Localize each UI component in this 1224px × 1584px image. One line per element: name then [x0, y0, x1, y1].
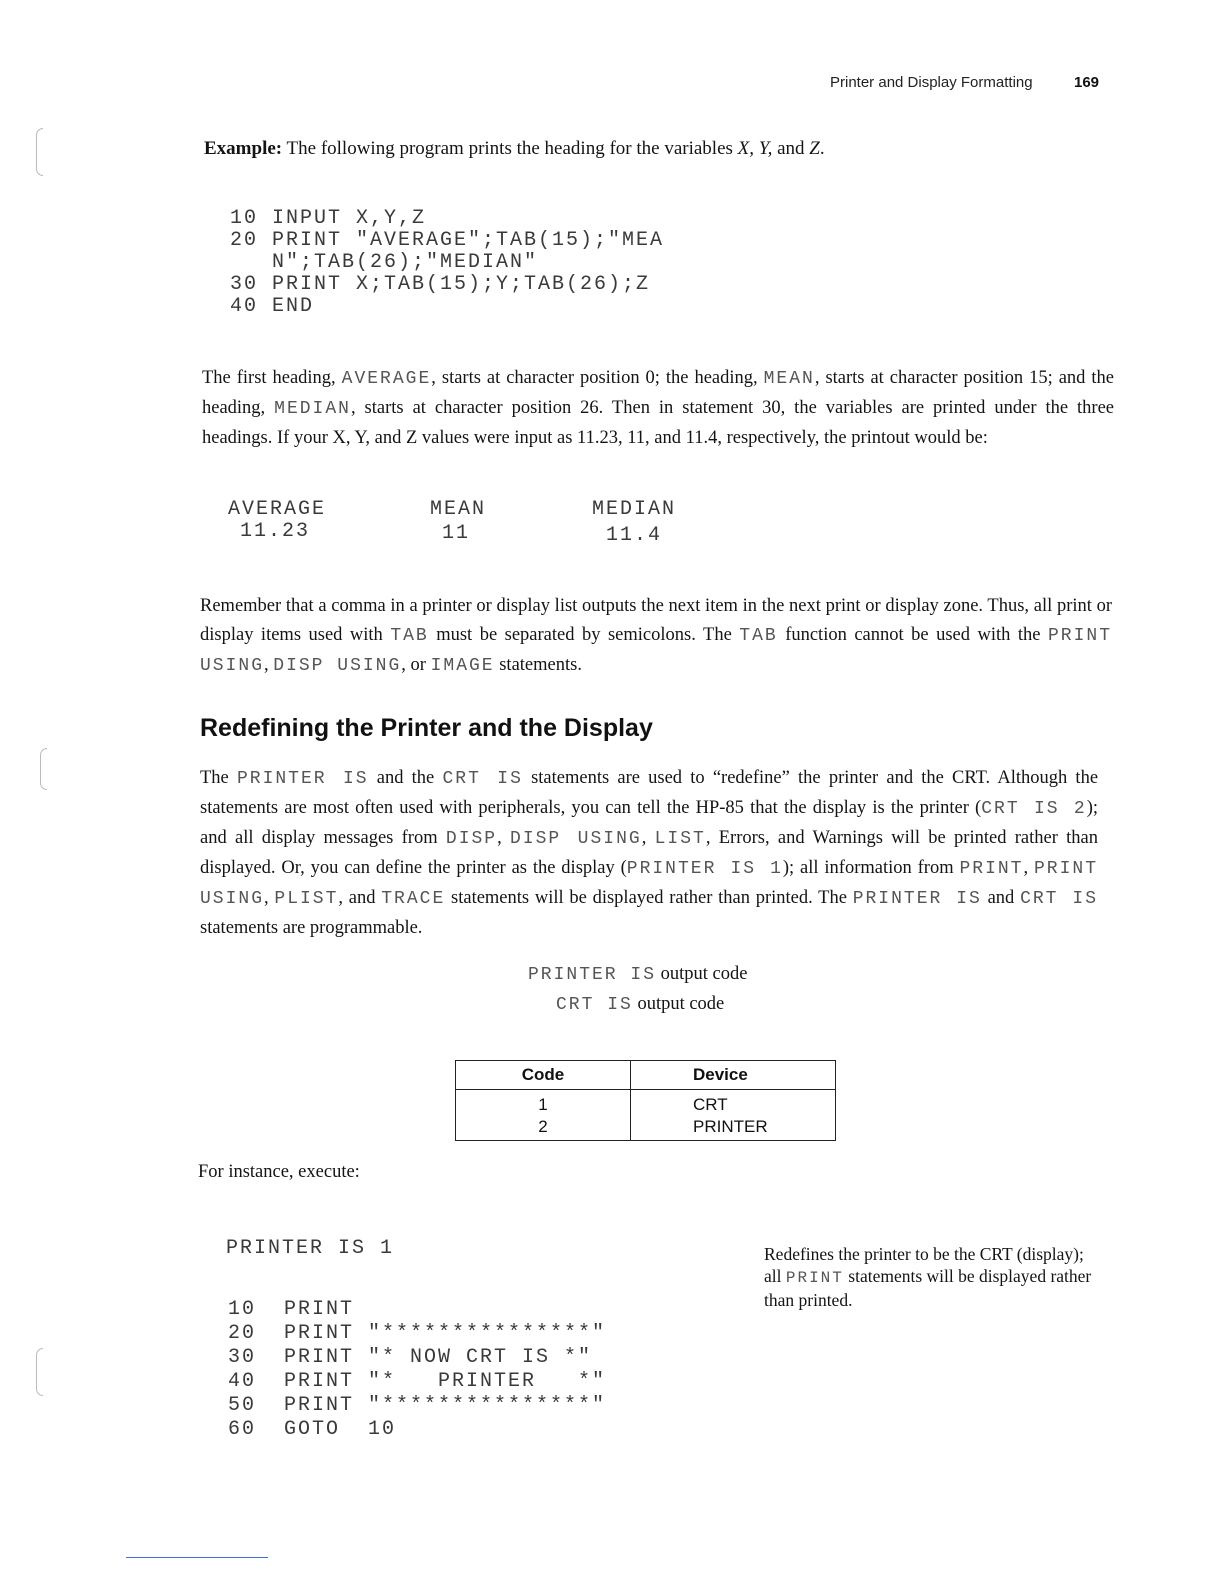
printout-value-y: 11 [442, 522, 471, 545]
scan-margin-mark [40, 748, 47, 790]
para-text: , starts at character position 15; and the heading, [202, 368, 1114, 418]
inline-code: PRINT USING [200, 859, 1098, 909]
para-text: statements are programmable. [200, 918, 423, 938]
paragraph-redefining [200, 764, 1098, 943]
command-printer-is-1: PRINTER IS 1 [226, 1237, 395, 1260]
scan-margin-mark [36, 128, 43, 176]
note-text: statements will be displayed rather than printed. [764, 1266, 1092, 1310]
inline-code: TAB [739, 626, 778, 646]
code-line: N";TAB(26);"MEDIAN" [230, 251, 539, 274]
col-header-code: Code [456, 1061, 631, 1090]
para-text: , [264, 888, 269, 908]
para-text: and [987, 888, 1015, 908]
printout-heading-mean: MEAN [430, 498, 487, 521]
code-line: 20 PRINT "***************" [228, 1322, 607, 1345]
para-text: , and [338, 888, 376, 908]
para-text: , starts at character position 26. Then in statement 30, the variables are printed under the three headings. If your X, Y, and Z values were input as 11.23, 11, and 11.4, respectively, the printout would be: [202, 398, 1114, 448]
example-period: . [819, 138, 825, 159]
para-text: , [1023, 858, 1029, 878]
inline-code: DISP USING [510, 829, 642, 849]
para-text: , [264, 655, 269, 675]
col-header-device: Device [631, 1061, 836, 1090]
inline-code: PRINTER IS [852, 889, 982, 909]
table-row [456, 1116, 836, 1141]
var-z: Z [809, 138, 820, 159]
paragraph-comma-note [200, 592, 1112, 681]
printout-heading-average: AVERAGE [228, 498, 327, 521]
inline-code: IMAGE [430, 656, 495, 676]
inline-code: TRACE [381, 889, 446, 909]
para-text: ); and all display messages from [200, 798, 1099, 848]
cell-device: PRINTER [631, 1116, 836, 1141]
paragraph-headings [202, 364, 1114, 453]
para-text: statements will be displayed rather than printed. The [451, 888, 847, 908]
para-text: , [641, 828, 647, 848]
table-header-row [456, 1061, 836, 1090]
syntax-param: output code [637, 994, 725, 1014]
var-x: X, [737, 138, 755, 159]
running-header-title: Printer and Display Formatting [830, 74, 1033, 91]
printout-value-x: 11.23 [240, 520, 311, 543]
inline-code: PRINT [959, 859, 1024, 879]
printout-heading-median: MEDIAN [592, 498, 677, 521]
syntax-code: CRT IS [556, 995, 633, 1015]
code-line: 40 END [230, 295, 315, 318]
program-listing-2 [228, 1298, 606, 1442]
side-note [764, 1243, 1094, 1311]
para-text: Remember that a comma in a printer or display list outputs the next item in the next print or display zone. Thus, all print or display items used with [200, 596, 1112, 645]
para-text: ); all information from [782, 858, 954, 878]
code-line: 40 PRINT "* PRINTER *" [228, 1370, 607, 1393]
page-number: 169 [1074, 74, 1100, 91]
para-text: , [497, 828, 502, 848]
cell-device: CRT [631, 1090, 836, 1117]
printout-value-z: 11.4 [606, 524, 663, 547]
inline-code: PRINT USING [200, 626, 1113, 676]
inline-code: AVERAGE [341, 369, 432, 389]
para-text: statements. [499, 655, 582, 675]
code-line: 10 INPUT X,Y,Z [230, 207, 427, 230]
para-text: , or [401, 655, 426, 675]
code-line: 30 PRINT "* NOW CRT IS *" [228, 1346, 593, 1369]
example-text: The following program prints the heading for the variables [286, 138, 733, 159]
inline-code: MEDIAN [274, 399, 351, 419]
inline-code: DISP [445, 829, 498, 849]
program-listing-1 [230, 208, 664, 318]
table-row [456, 1090, 836, 1117]
para-text: , starts at character position 0; the heading, [431, 368, 758, 388]
code-line: 30 PRINT X;TAB(15);Y;TAB(26);Z [230, 273, 651, 296]
code-line: 10 PRINT [228, 1298, 355, 1321]
para-text: function cannot be used with the [785, 625, 1041, 645]
syntax-printer-is [528, 964, 747, 985]
inline-code: PLIST [274, 889, 339, 909]
inline-code: TAB [390, 626, 429, 646]
code-line: 50 PRINT "***************" [228, 1394, 607, 1417]
para-text: The [200, 768, 229, 788]
instance-text: For instance, execute: [198, 1162, 360, 1182]
code-line: 20 PRINT "AVERAGE";TAB(15);"MEA [230, 229, 665, 252]
device-code-table [455, 1060, 836, 1141]
example-label: Example: [204, 138, 283, 159]
inline-code: CRT IS [1020, 889, 1098, 909]
section-heading: Redefining the Printer and the Display [200, 714, 653, 742]
syntax-code: PRINTER IS [528, 965, 657, 985]
cell-code: 2 [456, 1116, 631, 1141]
scan-margin-mark [36, 1348, 43, 1396]
footer-rule [126, 1557, 268, 1558]
inline-code: PRINT [785, 1269, 844, 1287]
para-text: statements are used to “redefine” the printer and the CRT. Although the statements are most often used with peripherals, you can tell the HP-85 that the display is the printer ( [200, 768, 1099, 818]
syntax-crt-is [556, 994, 724, 1015]
inline-code: LIST [654, 829, 706, 849]
var-y: Y, [758, 138, 773, 159]
inline-code: PRINTER IS [236, 769, 369, 789]
syntax-param: output code [660, 964, 748, 984]
inline-code: PRINTER IS 1 [626, 859, 783, 879]
code-line: 60 GOTO 10 [228, 1418, 397, 1441]
note-text: Redefines the printer to be the CRT (display); all [764, 1244, 1084, 1286]
inline-code: MEAN [763, 369, 815, 389]
and-word: and [777, 138, 805, 159]
example-line [204, 138, 825, 160]
para-text: The first heading, [202, 368, 336, 388]
para-text: , Errors, and Warnings will be printed rather than displayed. Or, you can define the printer as the display ( [200, 828, 1098, 878]
cell-code: 1 [456, 1090, 631, 1117]
para-text: and the [376, 768, 435, 788]
inline-code: DISP USING [273, 656, 402, 676]
inline-code: CRT IS [442, 769, 523, 789]
para-text: must be separated by semicolons. The [436, 625, 732, 645]
inline-code: CRT IS 2 [981, 799, 1087, 819]
